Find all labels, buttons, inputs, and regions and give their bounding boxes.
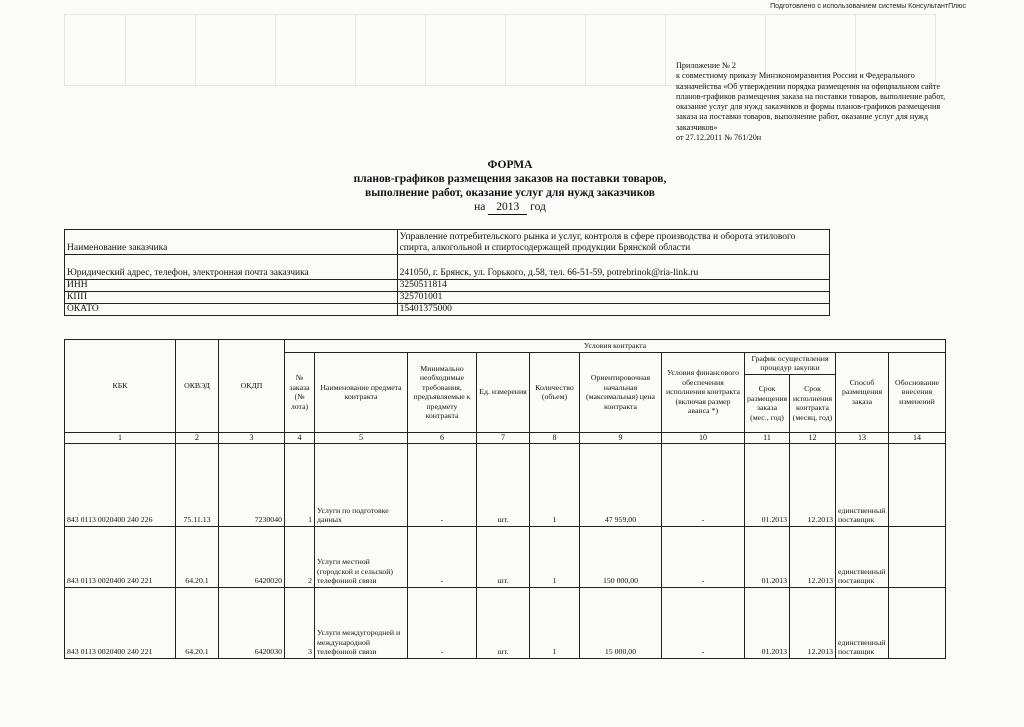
year-prefix: на: [474, 201, 486, 213]
address-row: [65, 255, 830, 280]
col-lot: № заказа (№ лота): [285, 352, 315, 432]
customer-label: Наименование заказчика: [65, 230, 398, 255]
cell-term-exec: 12.2013: [790, 587, 836, 658]
col-number: 4: [285, 432, 315, 443]
col-schedule: График осуществления процедур закупки: [745, 352, 836, 374]
kpp-row: [65, 292, 830, 304]
cell-min-req: -: [408, 526, 477, 587]
cell-lot: 3: [285, 587, 315, 658]
title-line-1: ФОРМА: [487, 159, 533, 171]
cell-unit: шт.: [477, 443, 530, 526]
col-number: 9: [580, 432, 662, 443]
cell-price: 47 959,00: [580, 443, 662, 526]
col-conditions: Условия контракта: [285, 340, 946, 353]
col-number: 1: [65, 432, 176, 443]
year-suffix: год: [530, 201, 546, 213]
cell-okved: 64.20.1: [176, 587, 219, 658]
table-row: [65, 443, 946, 526]
table-row: [65, 587, 946, 658]
col-number: 8: [530, 432, 580, 443]
cell-unit: шт.: [477, 526, 530, 587]
col-number: 2: [176, 432, 219, 443]
cell-term-place: 01.2013: [745, 587, 790, 658]
inn-label: ИНН: [65, 280, 398, 292]
cell-lot: 2: [285, 526, 315, 587]
cell-okdp: 6420020: [219, 526, 285, 587]
cell-okved: 75.11.13: [176, 443, 219, 526]
cell-qty: 1: [530, 587, 580, 658]
address-value: 241050, г. Брянск, ул. Горького, д.58, тел. 66-51-59, potrebrinok@ria-link.ru: [397, 255, 829, 280]
cell-term-place: 01.2013: [745, 443, 790, 526]
cell-okdp: 6420030: [219, 587, 285, 658]
col-kbk: КБК: [65, 340, 176, 433]
title-line-3: выполнение работ, оказание услуг для нужд заказчиков: [365, 187, 655, 199]
appendix-title: Приложение № 2: [676, 61, 736, 70]
cell-unit: шт.: [477, 587, 530, 658]
col-min-req: Минимально необходимые требования, предъявляемые к предмету контракта: [408, 352, 477, 432]
customer-info-table: [64, 229, 830, 316]
col-name: Наименование предмета контракта: [315, 352, 408, 432]
okato-value: 15401375000: [397, 304, 829, 316]
appendix-note: [676, 61, 956, 143]
customer-value: Управление потребительского рынка и услуг, контроля в сфере производства и оборота этилового спирта, алкогольной и спиртосодержащей продукции Брянской области: [397, 230, 829, 255]
table-row: [65, 526, 946, 587]
cell-method: единственный поставщик: [836, 587, 889, 658]
okato-label: ОКАТО: [65, 304, 398, 316]
cell-price: 150 000,00: [580, 526, 662, 587]
cell-kbk: 843 0113 0020400 240 226: [65, 443, 176, 526]
col-number: 3: [219, 432, 285, 443]
cell-name: Услуги междугородней и международной телефонной связи: [315, 587, 408, 658]
cell-reason: [889, 443, 946, 526]
cell-name: Услуги местной (городской и сельской) телефонной связи: [315, 526, 408, 587]
inn-row: [65, 280, 830, 292]
customer-row: [65, 230, 830, 255]
cell-name: Услуги по подготовке данных: [315, 443, 408, 526]
col-number: 6: [408, 432, 477, 443]
col-security: Условия финансового обеспечения исполнения контракта (включая размер аванса *): [662, 352, 745, 432]
form-title: [300, 158, 720, 215]
col-okdp: ОКДП: [219, 340, 285, 433]
kpp-value: 325701001: [397, 292, 829, 304]
col-method: Способ размещения заказа: [836, 352, 889, 432]
cell-kbk: 843 0113 0020400 240 221: [65, 587, 176, 658]
col-okved: ОКВЭД: [176, 340, 219, 433]
cell-method: единственный поставщик: [836, 526, 889, 587]
col-unit: Ед. измерения: [477, 352, 530, 432]
header-note: Подготовлено с использованием системы КонсультантПлюс: [770, 3, 966, 10]
cell-term-place: 01.2013: [745, 526, 790, 587]
col-number: 13: [836, 432, 889, 443]
cell-qty: 1: [530, 526, 580, 587]
plan-year: 2013: [488, 200, 527, 215]
title-line-2: планов-графиков размещения заказов на поставки товаров,: [353, 173, 667, 185]
col-number: 14: [889, 432, 946, 443]
col-term-place: Срок размещения заказа (мес., год): [745, 374, 790, 432]
col-qty: Количество (объем): [530, 352, 580, 432]
okato-row: [65, 304, 830, 316]
cell-price: 15 000,00: [580, 587, 662, 658]
col-number: 7: [477, 432, 530, 443]
kpp-label: КПП: [65, 292, 398, 304]
col-number: 12: [790, 432, 836, 443]
cell-reason: [889, 526, 946, 587]
title-year-line: [300, 200, 720, 215]
cell-qty: 1: [530, 443, 580, 526]
header-row-1: [65, 340, 946, 353]
cell-security: -: [662, 526, 745, 587]
col-number: 5: [315, 432, 408, 443]
cell-term-exec: 12.2013: [790, 443, 836, 526]
cell-min-req: -: [408, 443, 477, 526]
cell-min-req: -: [408, 587, 477, 658]
appendix-text: к совместному приказу Минэкономразвития России и Федерального казначейства «Об утверждении порядка размещения на официальном сайте планов-графиков размещения заказа на поставки товаров, выполнение работ, оказание услуг для нужд заказчиков и формы планов-графиков размещения заказа на поставки товаров, выполнение работ, оказание услуг для нужд заказчиков»: [676, 71, 946, 132]
cell-kbk: 843 0113 0020400 240 221: [65, 526, 176, 587]
col-number: 11: [745, 432, 790, 443]
appendix-date: от 27.12.2011 № 761/20н: [676, 133, 762, 143]
col-term-exec: Срок исполнения контракта (месяц, год): [790, 374, 836, 432]
cell-reason: [889, 587, 946, 658]
cell-method: единственный поставщик: [836, 443, 889, 526]
col-number: 10: [662, 432, 745, 443]
col-reason: Обоснование внесения изменений: [889, 352, 946, 432]
cell-lot: 1: [285, 443, 315, 526]
column-numbers-row: [65, 432, 946, 443]
cell-security: -: [662, 443, 745, 526]
address-label: Юридический адрес, телефон, электронная почта заказчика: [65, 255, 398, 280]
col-price: Ориентировочная начальная (максимальная) цена контракта: [580, 352, 662, 432]
cell-term-exec: 12.2013: [790, 526, 836, 587]
inn-value: 3250511814: [397, 280, 829, 292]
cell-okdp: 7230040: [219, 443, 285, 526]
cell-security: -: [662, 587, 745, 658]
plan-schedule-table: [64, 339, 946, 659]
cell-okved: 64.20.1: [176, 526, 219, 587]
